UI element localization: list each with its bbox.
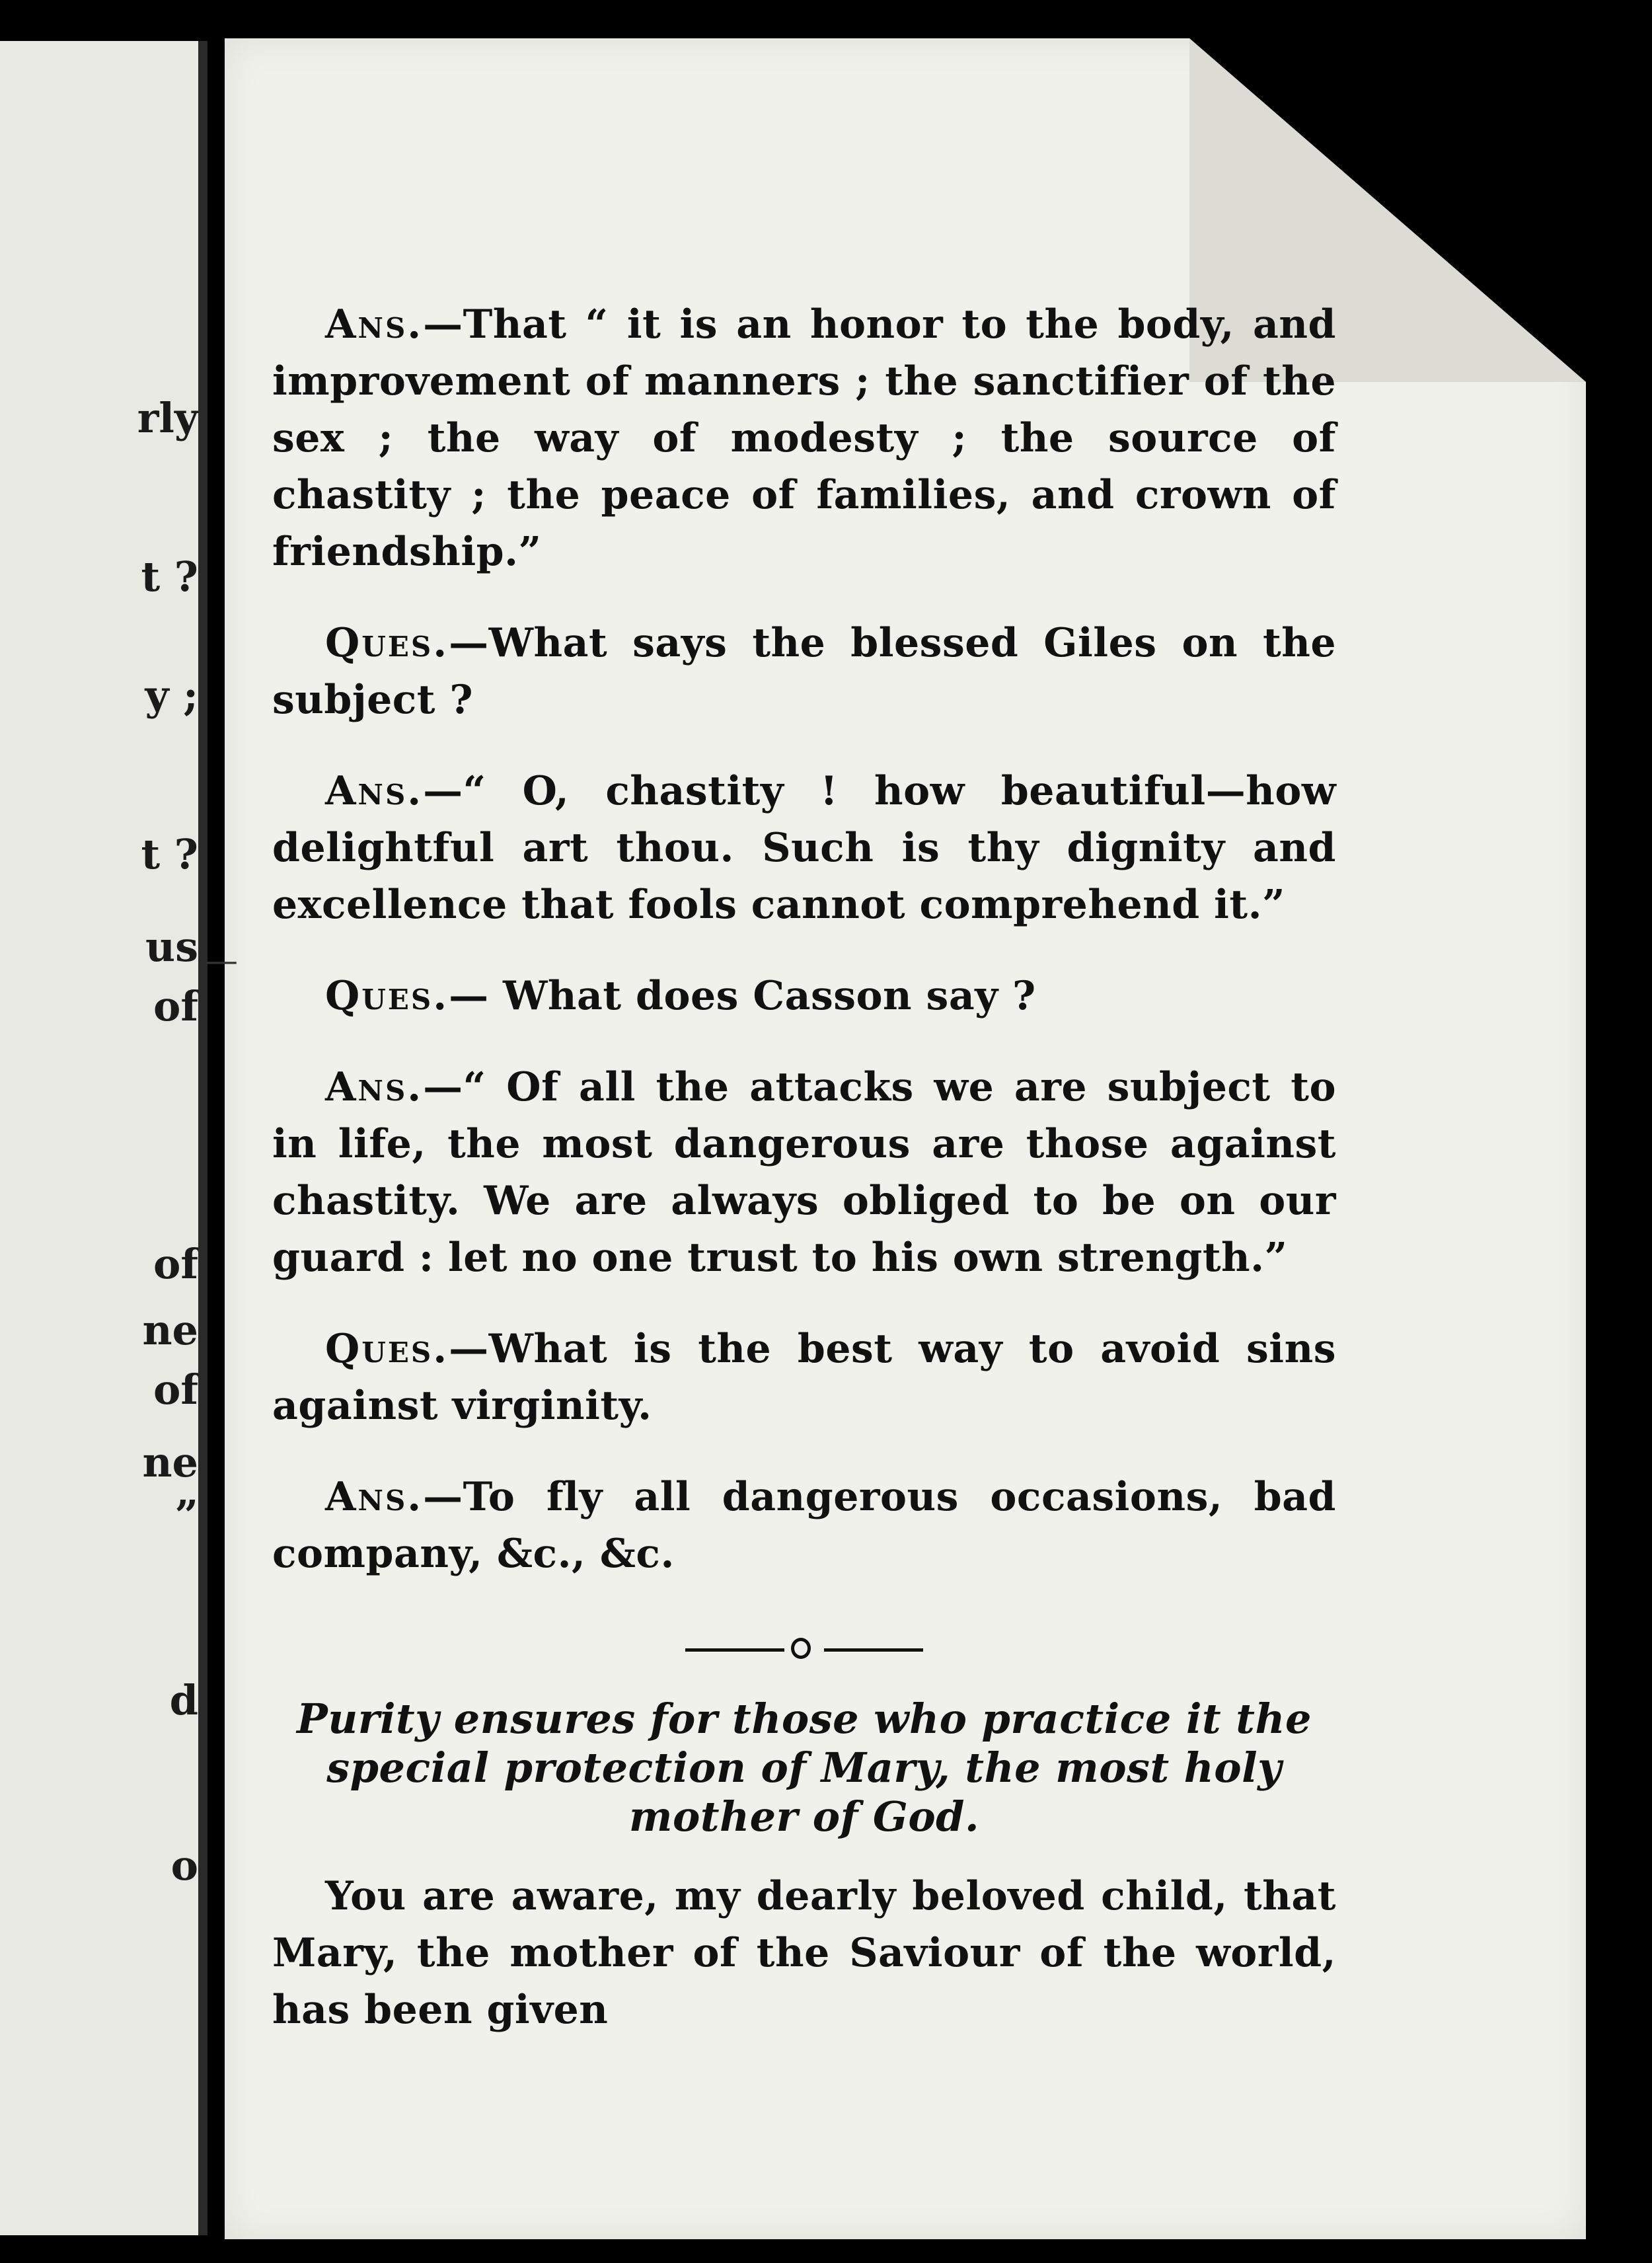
qa-answer — [272, 296, 1336, 580]
facing-page-fragment: rly — [137, 394, 198, 442]
answer-text: —“ O, chastity ! how beautiful—how delightful art thou. Such is thy dignity and excellence that fools cannot comprehend it.” — [272, 768, 1336, 928]
margin-dash-mark: — — [205, 941, 238, 979]
divider-line-right — [824, 1648, 923, 1652]
question-text: —What says the blessed Giles on the subject ? — [272, 620, 1336, 723]
answer-text: —To fly all dangerous occasions, bad company, &c., &c. — [272, 1474, 1336, 1577]
facing-page-fragment: of — [153, 982, 198, 1030]
facing-page-fragment: ne — [142, 1438, 198, 1486]
answer-label: Ans. — [325, 768, 424, 814]
answer-label: Ans. — [325, 1474, 424, 1520]
answer-text: —That “ it is an honor to the body, and improvement of manners ; the sanctifier of the sex ; the way of modesty ; the source of chastity ; the peace of families, and crown of friendship.” — [272, 301, 1336, 575]
qa-question — [272, 1321, 1336, 1434]
facing-page-fragment: of — [153, 1240, 198, 1288]
facing-page-fragment: us — [145, 923, 198, 971]
facing-page-edge — [0, 41, 207, 2235]
section-divider — [685, 1629, 923, 1668]
question-label: Ques. — [325, 973, 449, 1019]
question-label: Ques. — [325, 620, 449, 666]
facing-page-fragment: t ? — [141, 553, 198, 601]
facing-page-fragment: y ; — [145, 671, 198, 720]
facing-page-fragment: of — [153, 1365, 198, 1414]
scanned-page — [225, 38, 1586, 2239]
qa-answer — [272, 1059, 1336, 1286]
qa-question — [272, 968, 1336, 1024]
divider-line-left — [685, 1648, 784, 1652]
page-text — [272, 296, 1336, 2038]
facing-page-fragment: o — [170, 1841, 198, 1890]
answer-label: Ans. — [325, 1064, 424, 1110]
facing-page-fragment: t ? — [141, 830, 198, 878]
question-text: —What is the best way to avoid sins against virginity. — [272, 1326, 1336, 1429]
facing-page-fragment: d — [169, 1676, 198, 1724]
section-heading: Purity ensures for those who practice it the special protection of Mary, the most holy mother of God. — [297, 1695, 1312, 1841]
question-label: Ques. — [325, 1326, 449, 1372]
question-text: — What does Casson say ? — [449, 973, 1036, 1019]
facing-page-fragment: ” — [174, 1491, 198, 1539]
facing-page-fragment: ne — [142, 1306, 198, 1354]
divider-ring — [791, 1638, 811, 1659]
answer-text: —“ Of all the attacks we are subject to in life, the most dangerous are those against chastity. We are always obliged to be on our guard : let no one trust to his own strength.” — [272, 1064, 1336, 1281]
qa-question — [272, 615, 1336, 728]
qa-answer — [272, 763, 1336, 933]
answer-label: Ans. — [325, 301, 424, 348]
qa-answer — [272, 1469, 1336, 1582]
body-paragraph: You are aware, my dearly beloved child, that Mary, the mother of the Saviour of the world, has been given — [272, 1873, 1336, 2033]
